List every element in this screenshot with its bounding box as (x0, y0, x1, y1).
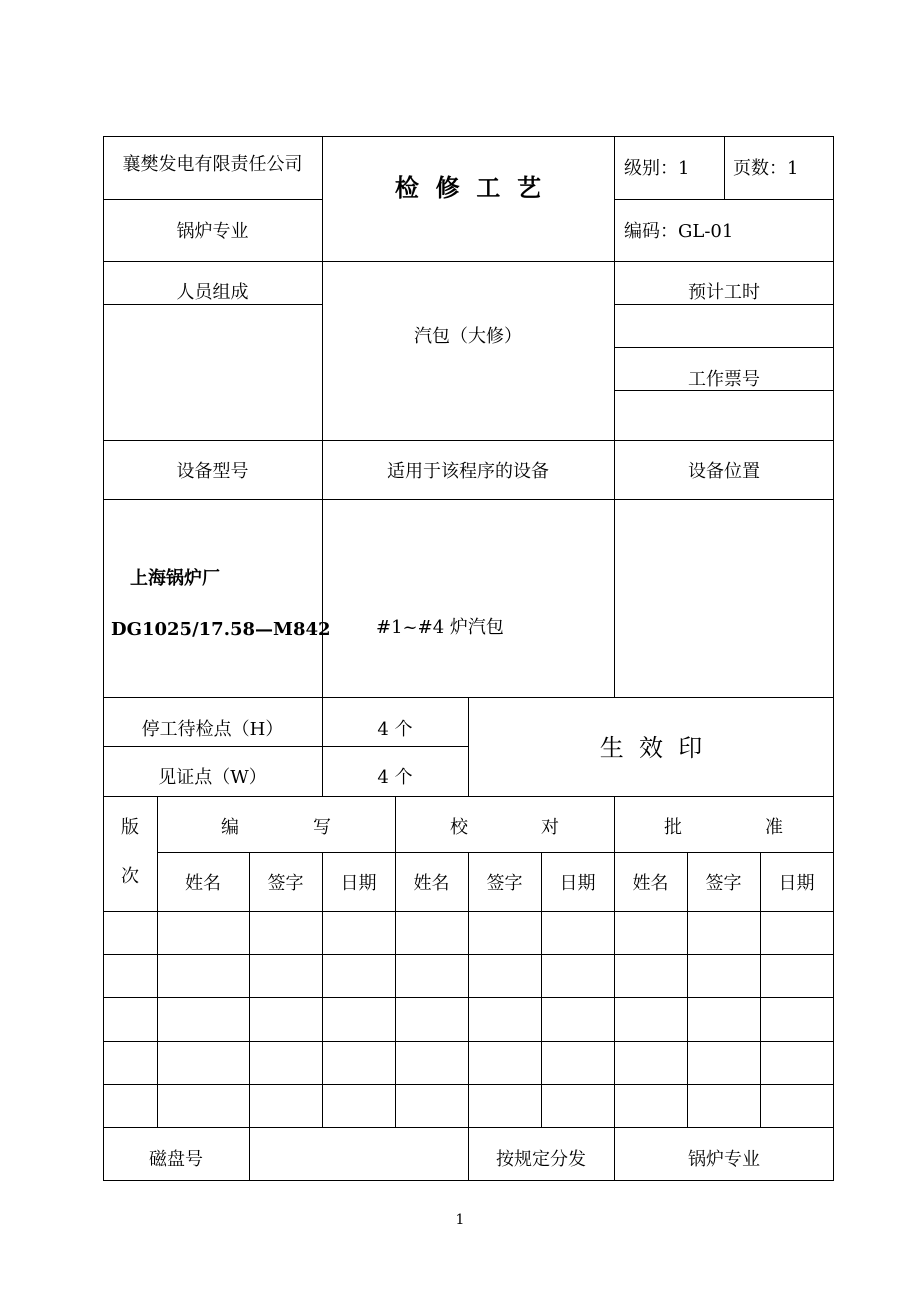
write-header-2: 写 (313, 817, 331, 838)
witness-point-count: 4 个 (377, 767, 413, 788)
hold-point-label: 停工待检点（H） (141, 719, 284, 740)
col-date: 日期 (559, 873, 596, 894)
version-label-bottom: 次 (121, 866, 139, 887)
rule (614, 347, 834, 348)
rule (614, 136, 615, 698)
rule (103, 440, 834, 441)
effective-stamp: 生 效 印 (599, 734, 703, 762)
approve-header-1: 批 (664, 817, 682, 838)
rule (614, 796, 615, 1181)
rule (157, 852, 834, 853)
check-header-2: 对 (541, 817, 559, 838)
approve-header-2: 准 (765, 817, 783, 838)
rule (103, 304, 322, 305)
distribution-value: 锅炉专业 (688, 1149, 760, 1170)
col-date: 日期 (340, 873, 377, 894)
col-name: 姓名 (185, 873, 221, 894)
col-signature: 签字 (267, 873, 304, 894)
equipment-model: DG1025/17.58—M842 (111, 619, 331, 640)
applicable-equipment-label: 适用于该程序的设备 (387, 461, 549, 482)
rule (468, 852, 469, 1181)
company-name: 襄樊发电有限责任公司 (122, 154, 303, 175)
rule (157, 796, 158, 1128)
rule (249, 852, 250, 1181)
work-ticket-label: 工作票号 (688, 369, 760, 390)
rule (103, 261, 834, 262)
col-name: 姓名 (413, 873, 450, 894)
hold-point-count: 4 个 (377, 719, 413, 740)
col-date: 日期 (778, 873, 815, 894)
equipment-location-label: 设备位置 (688, 461, 760, 482)
equipment-model-label: 设备型号 (176, 461, 249, 482)
personnel-label: 人员组成 (176, 282, 249, 303)
department: 锅炉专业 (176, 221, 249, 242)
rule (103, 199, 322, 200)
col-name: 姓名 (632, 873, 669, 894)
rule (103, 746, 468, 747)
est-hours-label: 预计工时 (688, 282, 760, 303)
col-signature: 签字 (486, 873, 523, 894)
version-label-top: 版 (121, 817, 139, 838)
rule (614, 304, 834, 305)
write-header-1: 编 (221, 817, 239, 838)
rule (103, 499, 834, 500)
document-title: 检 修 工 艺 (394, 173, 542, 202)
witness-point-label: 见证点（W） (158, 767, 267, 788)
task-name: 汽包（大修） (414, 326, 522, 347)
col-signature: 签字 (705, 873, 742, 894)
check-header-1: 校 (450, 817, 468, 838)
rule (724, 136, 725, 200)
rule (395, 796, 396, 1128)
distribution-label: 按规定分发 (496, 1149, 586, 1170)
level-label: 级别：1 (624, 158, 690, 179)
page-number: 1 (455, 1212, 465, 1228)
page-count-label: 页数：1 (733, 158, 799, 179)
document-code: 编码：GL-01 (624, 221, 734, 242)
equipment-maker: 上海锅炉厂 (130, 568, 220, 589)
applicable-equipment: #1~#4 炉汽包 (376, 617, 504, 638)
disk-number-label: 磁盘号 (149, 1149, 203, 1170)
